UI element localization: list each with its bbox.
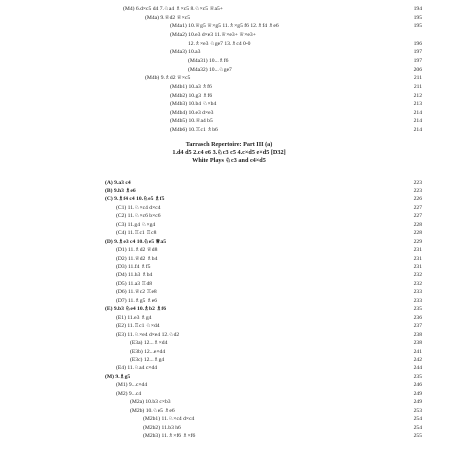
- toc-page-number: 214: [413, 127, 422, 134]
- toc-entry-text: (D4) 11.h3 ♗b4: [116, 272, 153, 279]
- toc-page-number: 227: [413, 213, 422, 220]
- toc-entry-text: (M4b4) 10.e3 d×e3: [170, 109, 214, 116]
- toc-entry-text: (M2b2) 11.b3 h6: [143, 424, 181, 431]
- toc-entry-text: (D2) 11.♕d2 ♗b4: [116, 255, 158, 262]
- toc-entry-text: (D3) 11.f4 ♗f5: [116, 264, 151, 270]
- heading-line-3: White Plays ♘c3 and c4×d5: [192, 157, 266, 164]
- toc-entry[interactable]: [0, 424, 458, 432]
- toc-page-number: 253: [413, 407, 422, 414]
- toc-entry[interactable]: [0, 432, 458, 440]
- toc-page-number: 195: [413, 23, 422, 30]
- toc-entry-text: (M4a2) 10.e3 d×e3 11.♕×e3+ ♕×e3+: [170, 31, 256, 38]
- toc-entry[interactable]: [0, 280, 458, 288]
- toc-entry-text: (E3a) 12...♗×d4: [130, 340, 168, 347]
- toc-entry[interactable]: [0, 22, 458, 30]
- toc-entry-text: (C) 9.♗f4 c4 10.♘e5 ♗f5: [105, 196, 165, 203]
- toc-page-number: 228: [413, 230, 422, 237]
- toc-entry[interactable]: [0, 187, 458, 195]
- toc-entry-text: (M4a3) 10.a3: [170, 49, 201, 56]
- toc-entry[interactable]: [0, 109, 458, 117]
- toc-entry-text: (E4) 11.♘a4 c×d4: [116, 365, 158, 372]
- toc-entry[interactable]: [0, 331, 458, 339]
- toc-entry[interactable]: [0, 92, 458, 100]
- toc-entry[interactable]: [0, 179, 458, 187]
- toc-page-number: 235: [413, 306, 422, 313]
- toc-page-number: 223: [413, 187, 422, 194]
- toc-page-number: 237: [413, 323, 422, 330]
- toc-entry-text: (D6) 11.♕c2 ♖e8: [116, 289, 157, 296]
- toc-page-number: 238: [413, 340, 422, 347]
- toc-entry[interactable]: [0, 100, 458, 108]
- toc-page-number: 233: [413, 289, 422, 296]
- toc-entry-text: (M2b) 10.♘e5 ♗e6: [130, 407, 175, 414]
- toc-entry[interactable]: [0, 271, 458, 279]
- toc-entry-text: (M2) 9...c4: [116, 390, 142, 397]
- toc-entry[interactable]: [0, 117, 458, 125]
- toc-entry-text: (C3) 11.g4 ♘×g4: [116, 221, 156, 228]
- toc-entry[interactable]: [0, 305, 458, 313]
- toc-page-number: 231: [413, 264, 422, 270]
- toc-entry[interactable]: [0, 381, 458, 389]
- toc-page-number: 211: [413, 83, 422, 90]
- toc-entry[interactable]: [0, 339, 458, 347]
- toc-entry[interactable]: [0, 221, 458, 229]
- toc-page-number: 246: [413, 382, 422, 389]
- toc-entry[interactable]: [0, 373, 458, 381]
- toc-page-number: 228: [413, 221, 422, 228]
- toc-entry-text: (M2b1) 11.♘×c4 d×c4: [143, 416, 195, 423]
- toc-page-number: 211: [413, 75, 422, 82]
- toc-entry-text: (D7) 11.♗g5 ♗e6: [116, 297, 158, 304]
- toc-page-number: 232: [413, 280, 422, 287]
- toc-entry[interactable]: [0, 48, 458, 56]
- toc-page-number: 235: [413, 373, 422, 380]
- toc-page-number: 197: [413, 57, 422, 64]
- toc-page-number: 232: [413, 272, 422, 279]
- toc-entry-text: (M2b3) 11.♗×f6 ♗×f6: [143, 433, 196, 439]
- toc-entry[interactable]: [0, 407, 458, 415]
- toc-page-number: 249: [413, 390, 422, 397]
- toc-entry-text: (M4b3) 10.b4 ♘×b4: [170, 101, 217, 108]
- toc-entry-text: (E2) 11.♖c1 ♘×d4: [116, 323, 160, 330]
- toc-entry-text: (D) 9.♗e3 c4 10.♘e5 ♕a5: [105, 238, 167, 245]
- toc-page-number: 231: [413, 247, 422, 254]
- toc-entry-text: (M4a32) 10...♘ge7: [188, 66, 232, 73]
- toc-entry-text: (E3c) 12...♗g4: [130, 356, 165, 363]
- toc-page-number: 214: [413, 118, 422, 125]
- toc-page-number: 242: [413, 356, 422, 363]
- toc-entry[interactable]: [0, 356, 458, 364]
- toc-entry-text: 12.♗×e3 ♘ge7 13.♗c4 0-0: [188, 40, 251, 47]
- toc-entry[interactable]: [0, 246, 458, 254]
- toc-entry-text: (M4b5) 10.♕a4 b5: [170, 118, 213, 125]
- toc-entry-text: (A) 9.a3 c4: [105, 179, 131, 186]
- toc-page-number: 212: [413, 92, 422, 99]
- toc-page-number: 231: [413, 255, 422, 262]
- toc-page-number: 255: [413, 433, 422, 439]
- toc-entry-text: (C2) 11.♘×c6 b×c6: [116, 213, 161, 220]
- toc-page-number: 196: [413, 40, 422, 47]
- toc-entry-text: (M4b) 9.♗d2 ♕×c5: [145, 75, 191, 82]
- toc-entry-text: (M) 9.♗g5: [105, 373, 131, 380]
- toc-entry[interactable]: [0, 195, 458, 203]
- toc-entry[interactable]: [0, 322, 458, 330]
- toc-entry-text: (E3) 11.♘×e4 d×e4 12.♘d2: [116, 331, 180, 338]
- toc-entry[interactable]: [0, 348, 458, 356]
- toc-entry[interactable]: [0, 263, 458, 271]
- toc-page-number: 197: [413, 49, 422, 56]
- toc-entry-text: (M2a) 10.b3 c×b3: [130, 399, 171, 406]
- toc-entry[interactable]: [0, 14, 458, 22]
- toc-entry-text: (M4a) 9.♕d2 ♕×c5: [145, 14, 191, 21]
- toc-page-number: 214: [413, 109, 422, 116]
- toc-entry-text: (B) 9.h3 ♗e6: [105, 187, 136, 194]
- toc-entry[interactable]: [0, 40, 458, 48]
- toc-entry[interactable]: [0, 204, 458, 212]
- toc-page-number: 206: [413, 66, 422, 73]
- toc-page-number: 241: [413, 348, 422, 355]
- toc-page-number: 244: [413, 365, 422, 372]
- toc-page-number: 236: [413, 314, 422, 321]
- toc-entry-text: (D1) 11.♗d2 ♕d8: [116, 247, 158, 254]
- toc-entry-text: (E3b) 12...e×d4: [130, 348, 166, 355]
- toc-entry-text: (M4b2) 10.g3 ♗f6: [170, 92, 213, 99]
- toc-entry-text: (M4b6) 10.♖c1 ♗b6: [170, 127, 218, 134]
- toc-page-number: 227: [413, 204, 422, 211]
- toc-entry-text: (M4a31) 10...♗f6: [188, 57, 229, 64]
- toc-page-number: 194: [413, 6, 422, 12]
- toc-page-number: 223: [413, 179, 422, 186]
- toc-entry[interactable]: [0, 83, 458, 91]
- toc-page-number: 213: [413, 101, 422, 108]
- toc-entry-text: (E1) 11.e3 ♗g4: [116, 314, 152, 321]
- toc-page-number: 254: [413, 416, 422, 423]
- toc-page-number: 226: [413, 196, 422, 203]
- toc-entry[interactable]: [0, 288, 458, 296]
- toc-entry[interactable]: [0, 74, 458, 82]
- toc-entry[interactable]: [0, 415, 458, 423]
- toc-entry-text: (C4) 11.♖c1 ♖c8: [116, 230, 157, 237]
- toc-entry-text: (M1) 9...c×d4: [116, 382, 148, 389]
- toc-entry[interactable]: [0, 57, 458, 65]
- toc-page-number: 233: [413, 297, 422, 304]
- toc-entry-text: (M4b1) 10.a3 ♗f6: [170, 83, 212, 90]
- toc-entry[interactable]: [0, 212, 458, 220]
- toc-page-number: 229: [413, 238, 422, 245]
- toc-entry[interactable]: [0, 31, 458, 39]
- toc-entry-text: (M4) 6.d×c5 d4 7.♘a4 ♗×c5 8.♘×c5 ♕a5+: [123, 6, 223, 12]
- toc-page-number: 238: [413, 331, 422, 338]
- toc-page-number: 254: [413, 424, 422, 431]
- toc-entry[interactable]: [0, 5, 458, 13]
- heading-line-2: 1.d4 d5 2.c4 e6 3.♘c3 c5 4.c×d5 e×d5 [D32]: [172, 149, 286, 156]
- heading-line-1: Tarrasch Repertoire: Part III (a): [185, 141, 273, 148]
- toc-entry-text: (C1) 11.♘×c4 d×c4: [116, 204, 161, 211]
- toc-entry[interactable]: [0, 390, 458, 398]
- toc-entry[interactable]: [0, 314, 458, 322]
- toc-page-number: 249: [413, 399, 422, 406]
- toc-entry-text: (D5) 11.a3 ♖d8: [116, 280, 153, 287]
- toc-entry-text: (M4a1) 10.♕g5 ♕×g5 11.♗×g5 f6 12.♗f4 ♗e6: [170, 23, 279, 30]
- toc-entry[interactable]: [0, 398, 458, 406]
- toc-entry[interactable]: [0, 126, 458, 134]
- toc-entry[interactable]: [0, 255, 458, 263]
- toc-page-number: 195: [413, 14, 422, 21]
- toc-entry[interactable]: [0, 229, 458, 237]
- toc-entry[interactable]: [0, 364, 458, 372]
- toc-entry[interactable]: [0, 238, 458, 246]
- toc-entry[interactable]: [0, 66, 458, 74]
- toc-entry[interactable]: [0, 297, 458, 305]
- toc-entry-text: (E) 9.b3 ♘e4 10.♗b2 ♗f6: [105, 306, 167, 313]
